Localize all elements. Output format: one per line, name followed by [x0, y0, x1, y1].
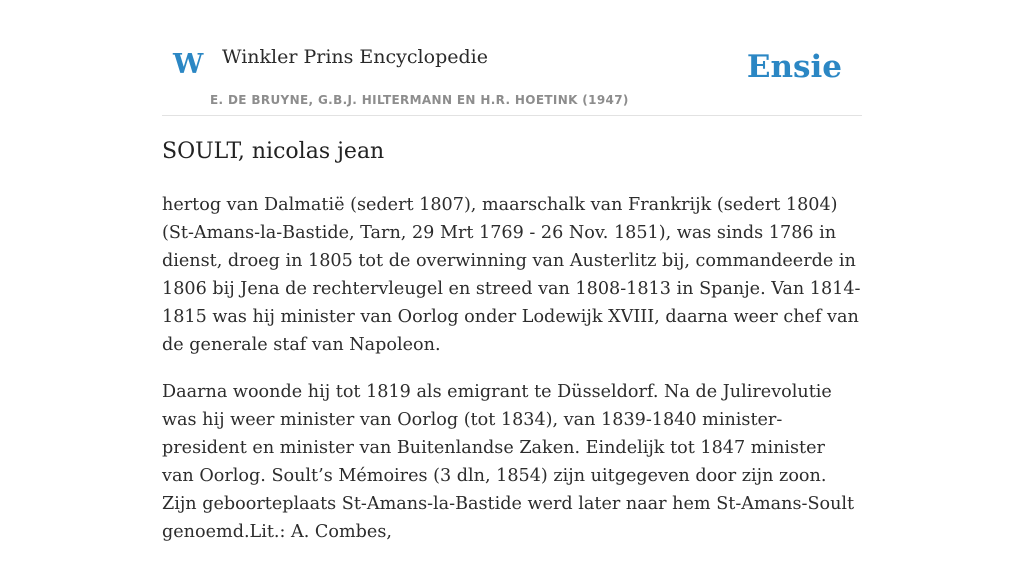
authors-line: E. DE BRUYNE, G.B.J. HILTERMANN EN H.R. HOETINK (1947): [210, 93, 629, 107]
article-title: SOULT, nicolas jean: [162, 139, 385, 164]
winkler-prins-logo[interactable]: W: [173, 49, 204, 80]
article-paragraph: hertog van Dalmatië (sedert 1807), maarschalk van Frankrijk (sedert 1804) (St-Amans-la-Bastide, Tarn, 29 Mrt 1769 - 26 Nov. 1851), was sinds 1786 in dienst, droeg in 1805 tot de overwinning van Austerlitz bij, commandeerde in 1806 bij Jena de rechtervleugel en streed van 1808-1813 in Spanje. Van 1814-1815 was hij minister van Oorlog onder Lodewijk XVIII, daarna weer chef van de generale staf van Napoleon.: [162, 195, 861, 355]
article-paragraph: Daarna woonde hij tot 1819 als emigrant te Düsseldorf. Na de Julirevolutie was hij weer minister van Oorlog (tot 1834), van 1839-1840 minister-president en minister van Buitenlandse Zaken. Eindelijk tot 1847 minister van Oorlog. Soult’s Mémoires (3 dln, 1854) zijn uitgegeven door zijn zoon. Zijn geboorteplaats St-Amans-la-Bastide werd later naar hem St-Amans-Soult genoemd.Lit.: A. Combes,: [162, 382, 855, 542]
article-body: [162, 191, 862, 565]
ensie-logo[interactable]: Ensie: [746, 49, 842, 85]
encyclopedia-title: Winkler Prins Encyclopedie: [222, 46, 488, 68]
site-header: [162, 38, 862, 116]
